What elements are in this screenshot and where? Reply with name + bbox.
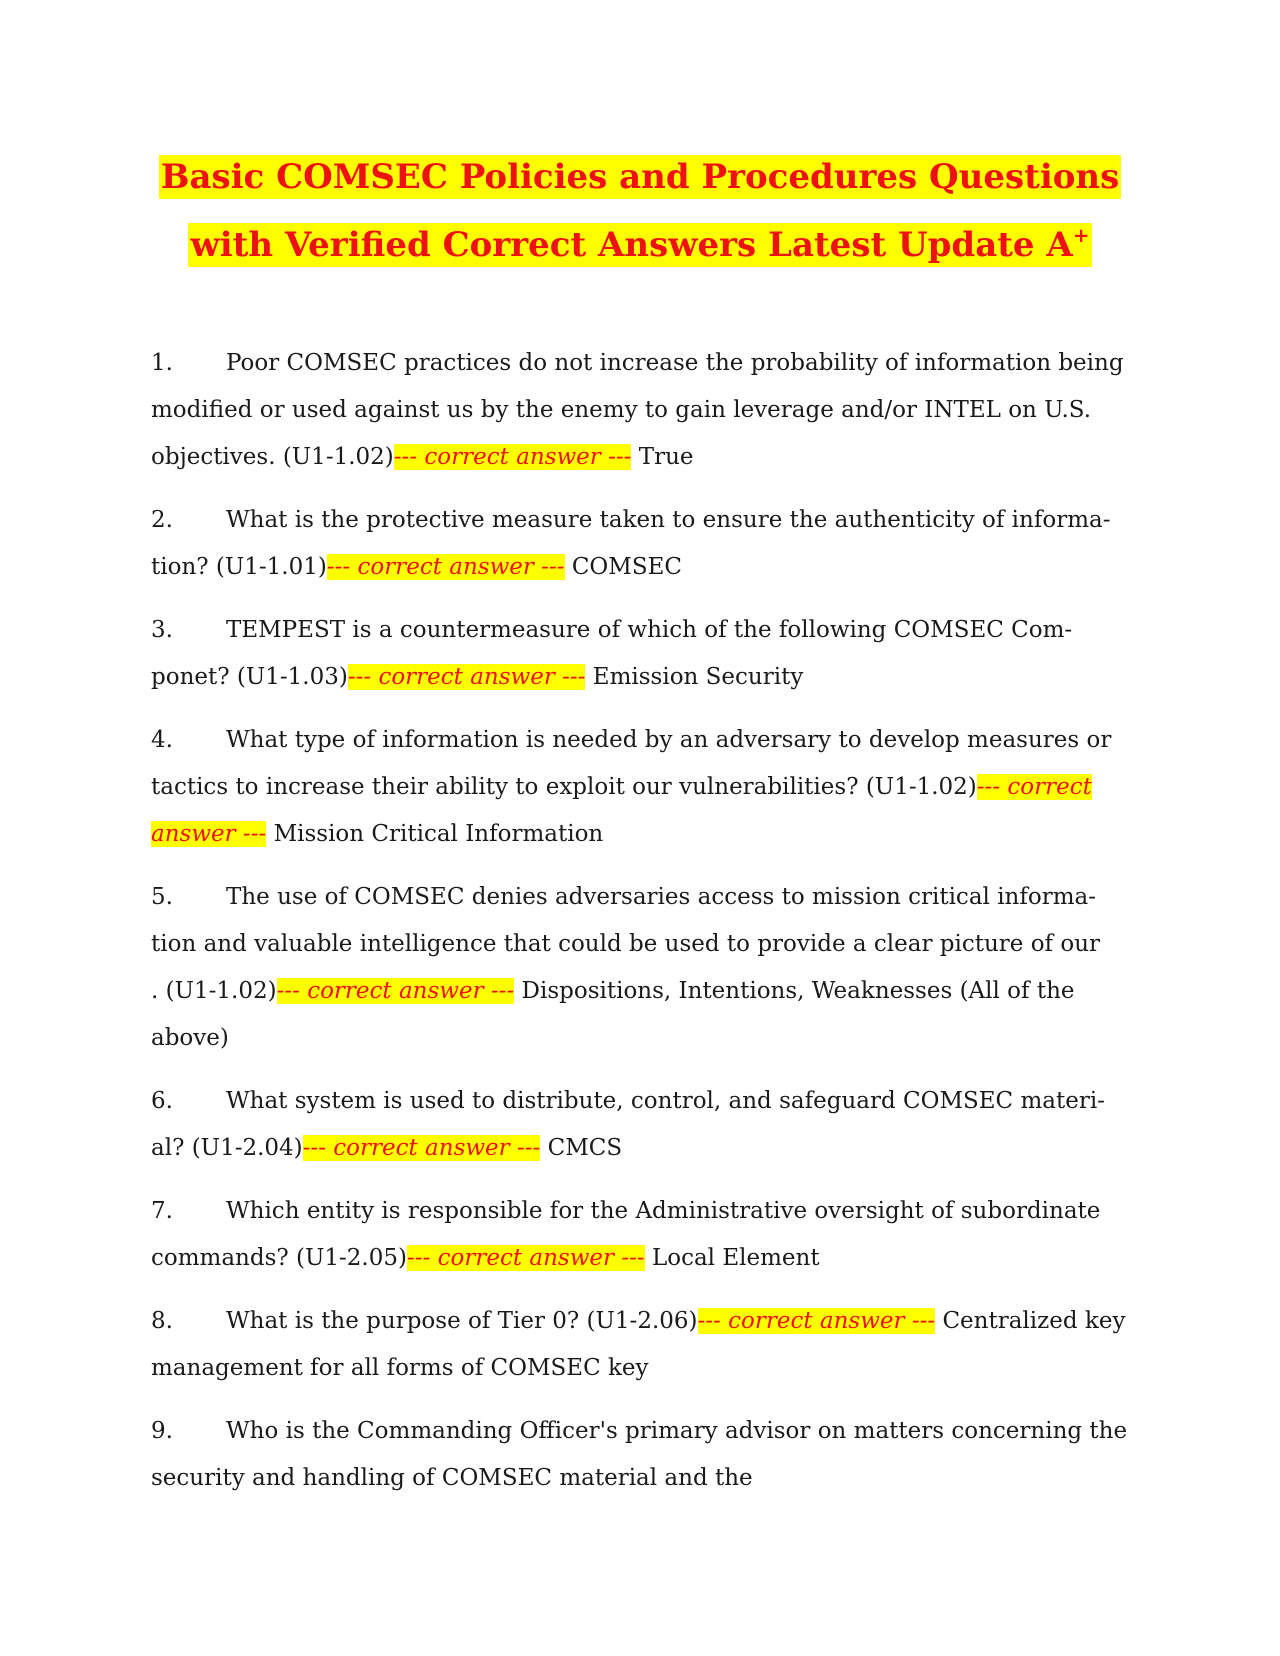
question-text: What type of information is needed by an adversary to develop measures or tactics to increase their ability to exploit our vulnerabilities? (U1-1.02) xyxy=(151,727,1112,800)
question-item xyxy=(151,340,1131,481)
answer-text: Centralized key management for all forms of COMSEC key xyxy=(151,1308,1126,1381)
question-item xyxy=(151,874,1144,1062)
correct-answer-marker: --- correct answer --- xyxy=(347,664,586,690)
question-item xyxy=(151,1078,1131,1172)
question-item xyxy=(151,607,1131,701)
question-text: Who is the Commanding Officer's primary advisor on matters concerning the security and handling of COMSEC material and the xyxy=(151,1418,1128,1491)
question-number: 1. xyxy=(151,350,173,376)
question-text: What is the protective measure taken to ensure the authenticity of informa- tion? (U1-1.01) xyxy=(151,507,1111,580)
title-line-2-text: with Verified Correct Answers Latest Update A xyxy=(190,225,1073,265)
question-number: 6. xyxy=(151,1088,173,1114)
question-number: 8. xyxy=(151,1308,173,1334)
question-text: What system is used to distribute, control, and safeguard COMSEC materi- al? (U1-2.04) xyxy=(151,1088,1105,1161)
answer-text: COMSEC xyxy=(571,554,682,580)
answer-text: Emission Security xyxy=(592,664,804,690)
correct-answer-marker: --- correct answer --- xyxy=(302,1135,541,1161)
question-list xyxy=(151,340,1144,1518)
question-text: Which entity is responsible for the Administrative oversight of subordinate commands? (U1-2.05) xyxy=(151,1198,1101,1271)
correct-answer-marker: --- correct answer --- xyxy=(151,774,1092,847)
question-number: 3. xyxy=(151,617,173,643)
question-item xyxy=(151,1188,1131,1282)
title-superscript: + xyxy=(1072,223,1090,247)
correct-answer-marker: --- correct answer --- xyxy=(326,554,565,580)
answer-text: Local Element xyxy=(651,1245,820,1271)
question-item xyxy=(151,717,1131,858)
question-item xyxy=(151,497,1131,591)
question-item xyxy=(151,1408,1131,1502)
answer-text: True xyxy=(638,444,694,470)
answer-text: Mission Critical Information xyxy=(273,821,604,847)
question-number: 2. xyxy=(151,507,173,533)
question-item xyxy=(151,1298,1131,1392)
correct-answer-marker: --- correct answer --- xyxy=(393,444,632,470)
answer-text: Dispositions, Intentions, Weaknesses (All of the above) xyxy=(151,978,1075,1051)
question-number: 7. xyxy=(151,1198,173,1224)
correct-answer-marker: --- correct answer --- xyxy=(407,1245,645,1271)
question-text: TEMPEST is a countermeasure of which of the following COMSEC Com- ponet? (U1-1.03) xyxy=(151,617,1073,690)
question-number: 4. xyxy=(151,727,173,753)
answer-text: CMCS xyxy=(547,1135,623,1161)
question-number: 5. xyxy=(151,884,173,910)
question-text: The use of COMSEC denies adversaries access to mission critical informa- tion and valuable intelligence that could be used to provide a clear picture of our . (U1-1.02) xyxy=(151,884,1144,1004)
question-text: Poor COMSEC practices do not increase the probability of information being modified or used against us by the enemy to gain leverage and/or INTEL on U.S. objectives. (U1-1.02) xyxy=(151,350,1124,470)
question-text: What is the purpose of Tier 0? (U1-2.06) xyxy=(226,1308,698,1334)
title-line-1: Basic COMSEC Policies and Procedures Questions xyxy=(160,157,1120,197)
correct-answer-marker: --- correct answer --- xyxy=(276,978,515,1004)
document-title xyxy=(120,143,1160,279)
title-line-2 xyxy=(188,223,1091,267)
correct-answer-marker: --- correct answer --- xyxy=(697,1308,936,1334)
question-number: 9. xyxy=(151,1418,173,1444)
